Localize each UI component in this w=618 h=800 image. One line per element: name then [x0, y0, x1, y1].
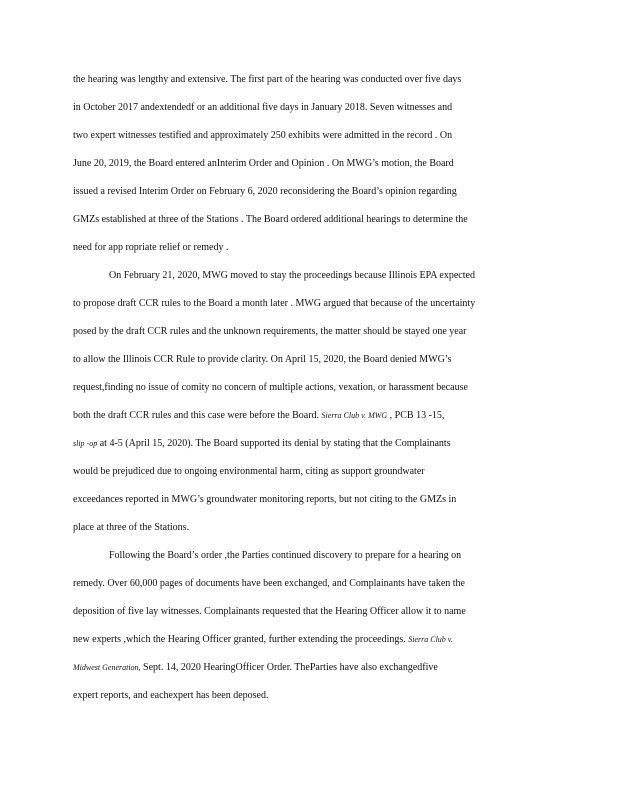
text-line: request,finding no issue of comity no concern of multiple actions, vexation, or harassment because: [73, 382, 468, 393]
text-line: [73, 661, 541, 675]
text-line: June 20, 2019, the Board entered anInterim Order and Opinion . On MWG’s motion, the Board: [73, 158, 454, 169]
text-line: the hearing was lengthy and extensive. The first part of the hearing was conducted over five days: [73, 74, 462, 85]
text-line: Following the Board’s order ,the Parties continued discovery to prepare for a hearing on: [109, 550, 462, 561]
text-line: would be prejudiced due to ongoing environmental harm, citing as support groundwater: [73, 466, 425, 477]
line-text: at 4-5 (April 15, 2020). The Board supported its denial by stating that the Complainants: [97, 438, 451, 449]
text-line: need for app ropriate relief or remedy .: [73, 242, 229, 253]
text-line: [73, 633, 541, 647]
case-citation: Sierra Club v. MWG: [321, 411, 388, 420]
text-line: expert reports, and eachexpert has been deposed.: [73, 690, 269, 701]
text-line: GMZs established at three of the Stations . The Board ordered additional hearings to determine the: [73, 214, 468, 225]
line-text: Sept. 14, 2020 HearingOfficer Order. TheParties have also exchangedfive: [140, 662, 438, 673]
text-line: exceedances reported in MWG’s groundwater monitoring reports, but not citing to the GMZs in: [73, 494, 457, 505]
text-line: [73, 437, 541, 451]
text-line: two expert witnesses testified and approximately 250 exhibits were admitted in the record . On: [73, 130, 453, 141]
case-citation: Midwest Generation,: [73, 663, 141, 672]
text-line: to allow the Illinois CCR Rule to provide clarity. On April 15, 2020, the Board denied MWG’s: [73, 354, 452, 365]
text-line: posed by the draft CCR rules and the unknown requirements, the matter should be stayed one year: [73, 326, 467, 337]
text-line: deposition of five lay witnesses. Complainants requested that the Hearing Officer allow it to name: [73, 606, 466, 617]
citation-term: slip -op: [73, 439, 98, 448]
text-line: to propose draft CCR rules to the Board a month later . MWG argued that because of the uncertainty: [73, 298, 476, 309]
case-citation: Sierra Club v.: [408, 635, 453, 644]
text-line: [73, 409, 541, 423]
text-line: On February 21, 2020, MWG moved to stay the proceedings because Illinois EPA expected: [109, 270, 475, 281]
text-line: in October 2017 andextendedf or an additional five days in January 2018. Seven witnesses and: [73, 102, 453, 113]
text-line: place at three of the Stations.: [73, 522, 190, 533]
text-line: remedy. Over 60,000 pages of documents have been exchanged, and Complainants have taken the: [73, 578, 465, 589]
text-line: issued a revised Interim Order on February 6, 2020 reconsidering the Board’s opinion regarding: [73, 186, 457, 197]
line-text: , PCB 13 -15,: [387, 410, 445, 421]
line-text: new experts ,which the Hearing Officer granted, further extending the proceedings.: [73, 634, 409, 645]
line-text: both the draft CCR rules and this case were before the Board.: [73, 410, 322, 421]
